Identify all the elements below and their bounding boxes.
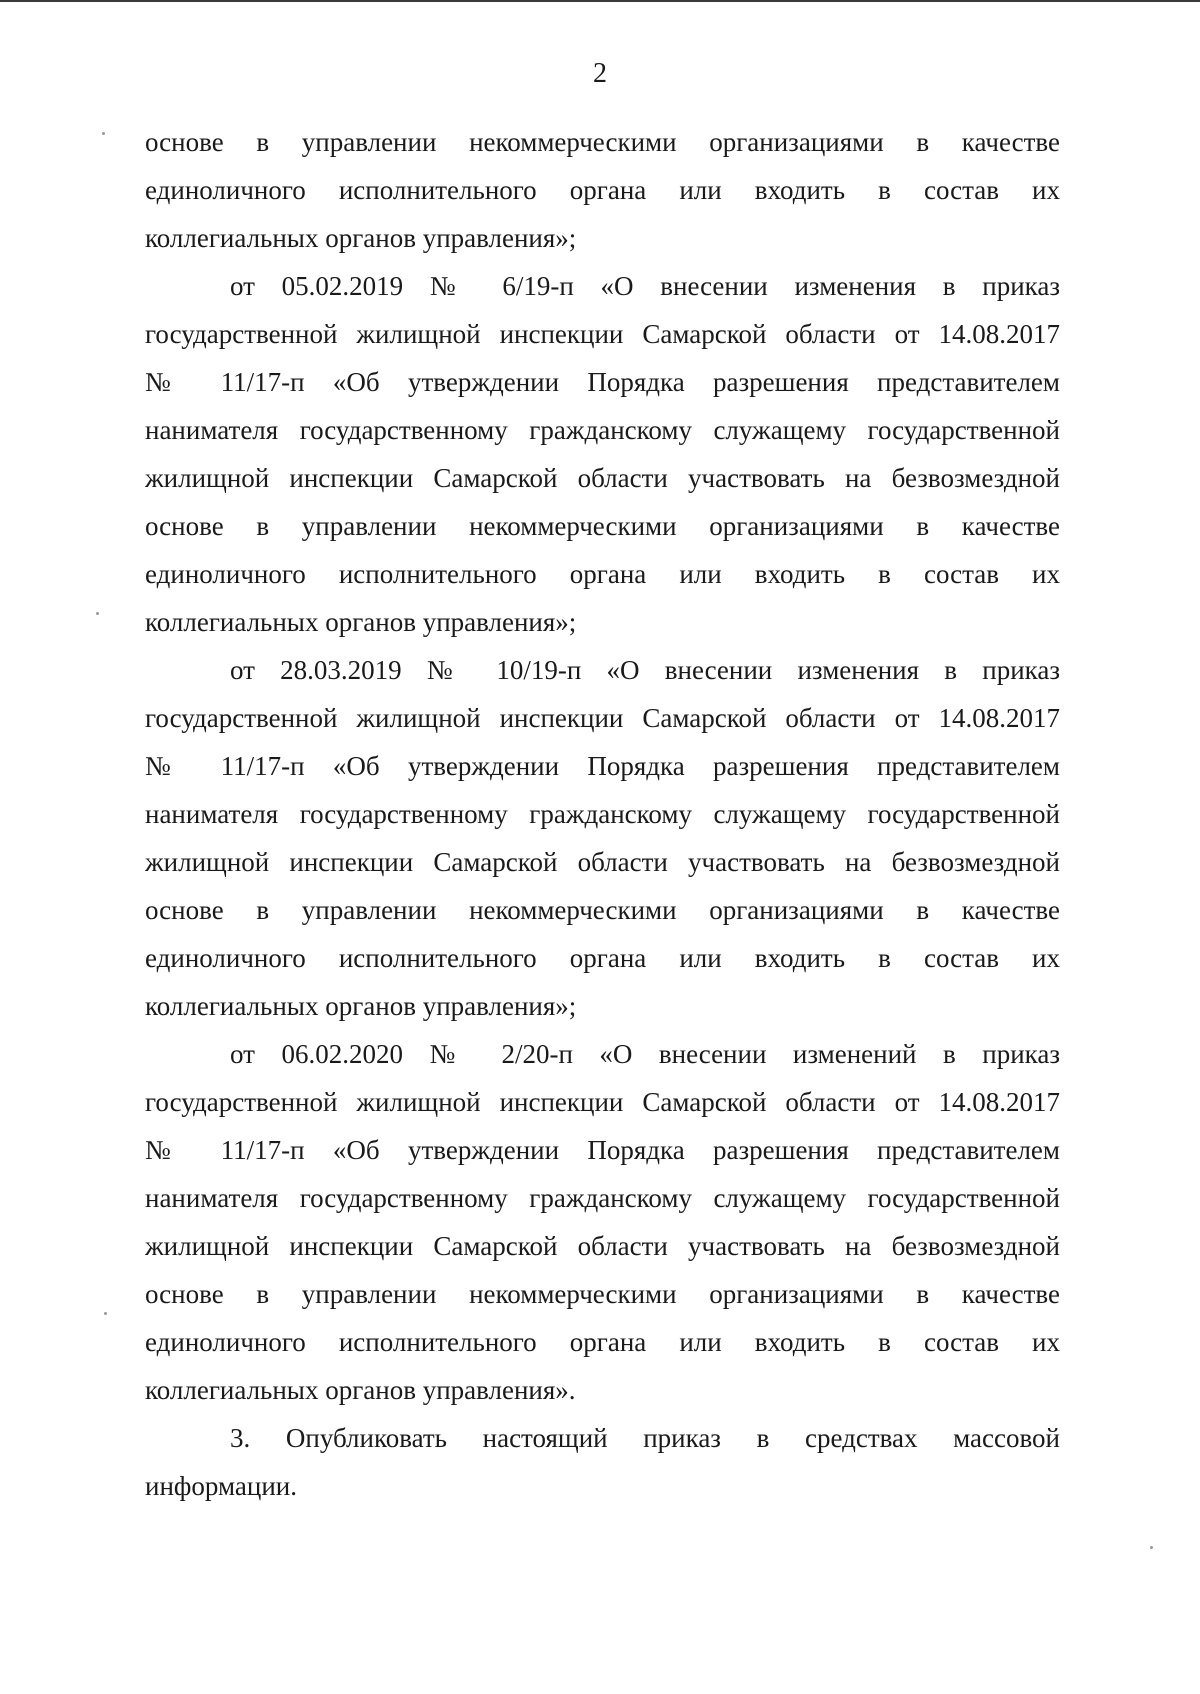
scan-speck (102, 132, 105, 135)
scan-speck (1150, 1546, 1153, 1549)
page-number: 2 (593, 58, 607, 89)
scan-speck (96, 612, 99, 615)
text-line: нанимателя государственному гражданскому служащему государственной (145, 799, 1060, 829)
paragraph-order-2019-6 (145, 262, 1060, 646)
text-line: коллегиальных органов управления»; (145, 607, 577, 637)
text-line: единоличного исполнительного органа или входить в состав их (145, 559, 1060, 589)
paragraph-continuation (145, 118, 1060, 262)
text-line: государственной жилищной инспекции Самарской области от 14.08.2017 (145, 703, 1060, 733)
text-line: коллегиальных органов управления». (145, 1375, 576, 1405)
text-line: информации. (145, 1471, 297, 1501)
paragraph-order-2019-10 (145, 646, 1060, 1030)
text-line: основе в управлении некоммерческими организациями в качестве (145, 127, 1060, 157)
text-line: основе в управлении некоммерческими организациями в качестве (145, 1279, 1060, 1309)
text-line: государственной жилищной инспекции Самарской области от 14.08.2017 (145, 319, 1060, 349)
text-line: основе в управлении некоммерческими организациями в качестве (145, 895, 1060, 925)
text-line: № 11/17-п «Об утверждении Порядка разрешения представителем (145, 367, 1060, 397)
text-line: коллегиальных органов управления»; (145, 223, 577, 253)
text-line: единоличного исполнительного органа или входить в состав их (145, 175, 1060, 205)
text-line: основе в управлении некоммерческими организациями в качестве (145, 511, 1060, 541)
text-line: 3. Опубликовать настоящий приказ в средствах массовой (230, 1423, 1060, 1453)
text-line: единоличного исполнительного органа или входить в состав их (145, 1327, 1060, 1357)
text-line: единоличного исполнительного органа или входить в состав их (145, 943, 1060, 973)
text-line: жилищной инспекции Самарской области участвовать на безвозмездной (145, 463, 1060, 493)
text-line: № 11/17-п «Об утверждении Порядка разрешения представителем (145, 751, 1060, 781)
text-line: государственной жилищной инспекции Самарской области от 14.08.2017 (145, 1087, 1060, 1117)
text-line: жилищной инспекции Самарской области участвовать на безвозмездной (145, 847, 1060, 877)
text-line: нанимателя государственному гражданскому служащему государственной (145, 415, 1060, 445)
text-line: коллегиальных органов управления»; (145, 991, 577, 1021)
text-line: от 06.02.2020 № 2/20-п «О внесении изменений в приказ (230, 1039, 1060, 1069)
document-body (145, 118, 1060, 1510)
text-line: № 11/17-п «Об утверждении Порядка разрешения представителем (145, 1135, 1060, 1165)
paragraph-order-2020-2 (145, 1030, 1060, 1414)
text-line: нанимателя государственному гражданскому служащему государственной (145, 1183, 1060, 1213)
scan-speck (104, 1312, 107, 1315)
scan-top-edge (0, 0, 1200, 2)
text-line: жилищной инспекции Самарской области участвовать на безвозмездной (145, 1231, 1060, 1261)
text-line: от 28.03.2019 № 10/19-п «О внесении изменения в приказ (230, 655, 1060, 685)
text-line: от 05.02.2019 № 6/19-п «О внесении изменения в приказ (230, 271, 1060, 301)
paragraph-item-3-publish (145, 1414, 1060, 1510)
